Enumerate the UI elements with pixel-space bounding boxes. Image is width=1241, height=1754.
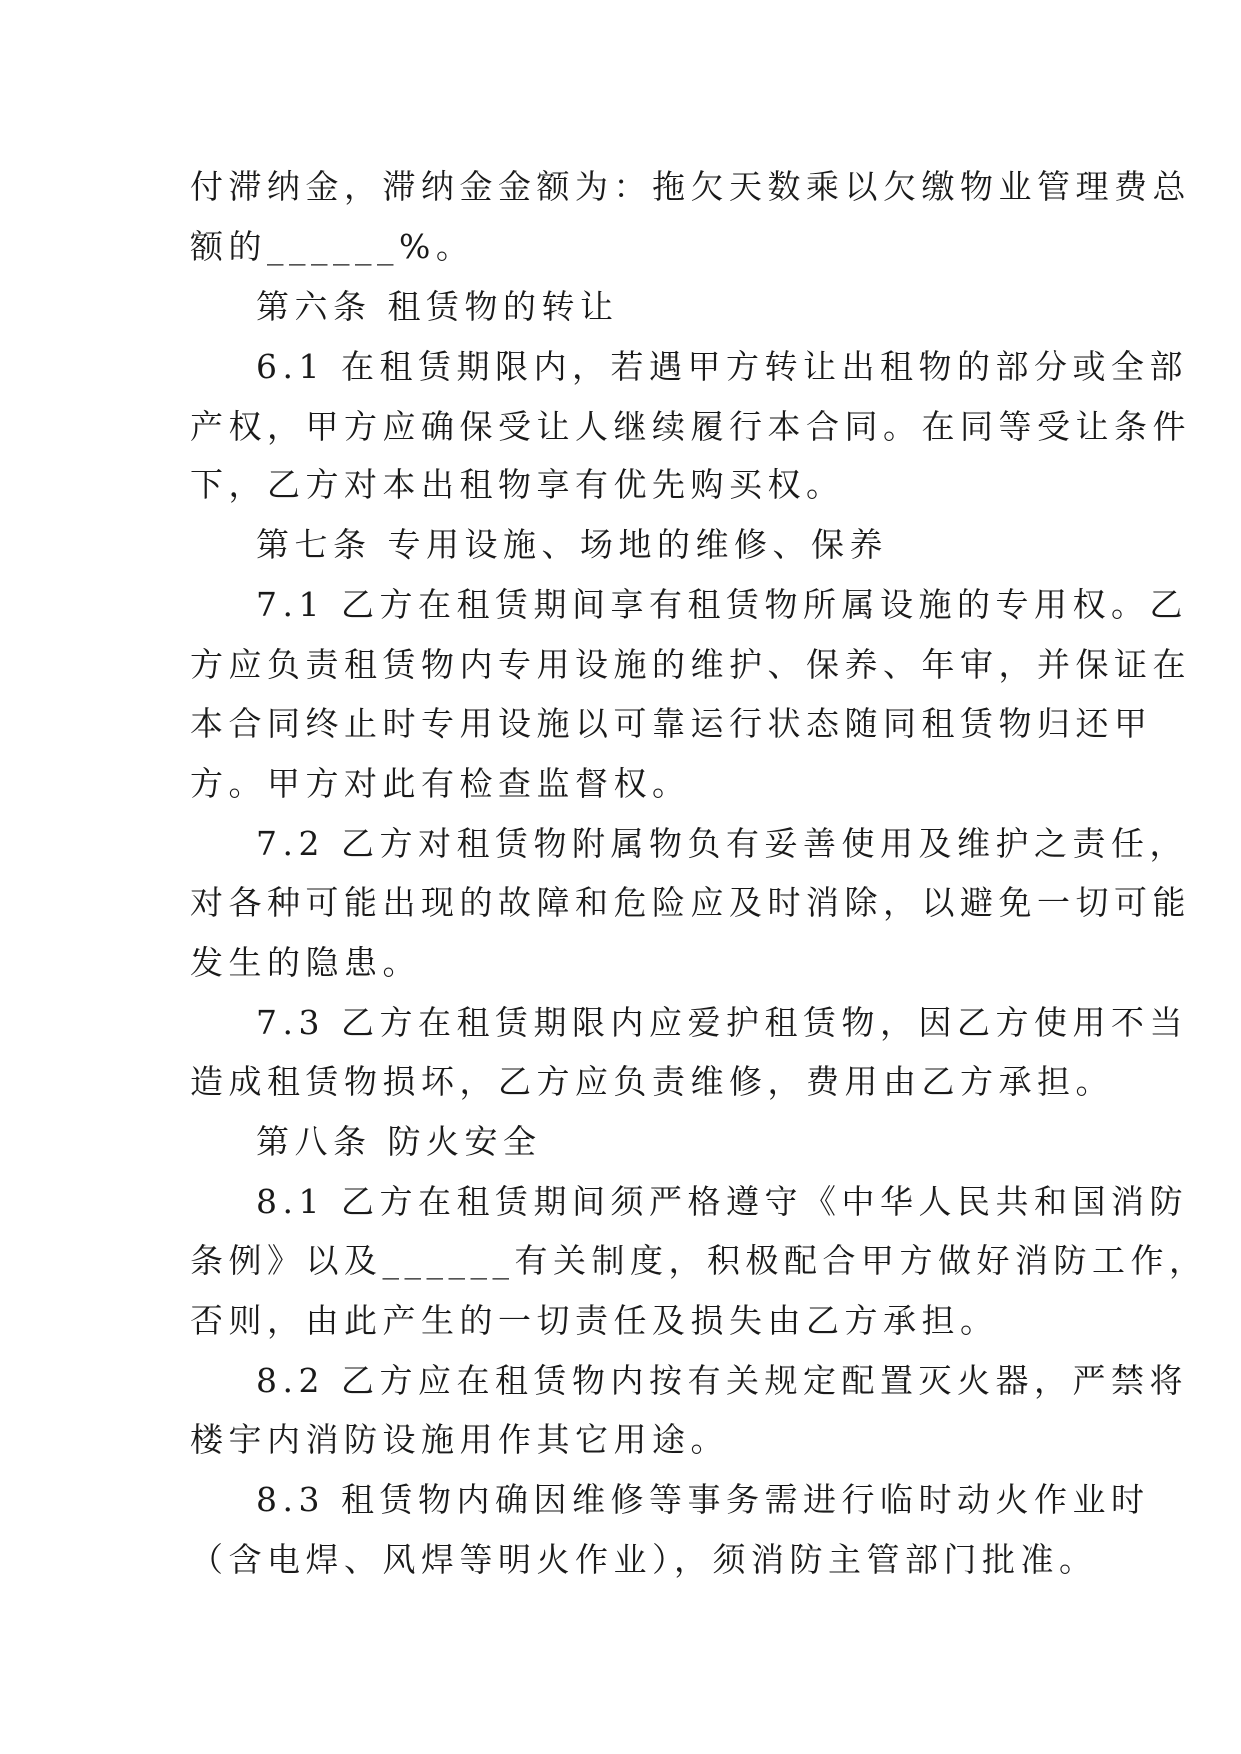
clause-7-2: 7.2 乙方对租赁物附属物负有妥善使用及维护之责任， (256, 824, 1188, 863)
clause-7-1: 7.1 乙方在租赁期间享有租赁物所属设施的专用权。乙 (256, 585, 1188, 624)
paragraph-line: 本合同终止时专用设施以可靠运行状态随同租赁物归还甲 (190, 704, 1153, 743)
paragraph-line: 额的______%。 (190, 227, 475, 266)
clause-8-1: 8.1 乙方在租赁期间须严格遵守《中华人民共和国消防 (256, 1182, 1188, 1221)
paragraph-line: （含电焊、风焊等明火作业），须消防主管部门批准。 (190, 1540, 1098, 1579)
paragraph-line: 方应负责租赁物内专用设施的维护、保养、年审，并保证在 (190, 645, 1191, 684)
paragraph-line: 条例》以及______有关制度，积极配合甲方做好消防工作， (190, 1241, 1208, 1280)
section-heading-7: 第七条 专用设施、场地的维修、保养 (256, 525, 888, 564)
section-heading-6: 第六条 租赁物的转让 (256, 287, 619, 326)
paragraph-line: 方。甲方对此有检查监督权。 (190, 764, 691, 803)
paragraph-line: 造成租赁物损坏，乙方应负责维修，费用由乙方承担。 (190, 1062, 1114, 1101)
paragraph-line: 产权，甲方应确保受让人继续履行本合同。在同等受让条件 (190, 407, 1191, 446)
paragraph-line: 对各种可能出现的故障和危险应及时消除，以避免一切可能 (190, 883, 1191, 922)
clause-8-2: 8.2 乙方应在租赁物内按有关规定配置灭火器，严禁将 (256, 1361, 1188, 1400)
paragraph-line: 楼宇内消防设施用作其它用途。 (190, 1420, 729, 1459)
section-heading-8: 第八条 防火安全 (256, 1122, 542, 1161)
paragraph-line: 付滞纳金，滞纳金金额为：拖欠天数乘以欠缴物业管理费总 (190, 167, 1191, 206)
clause-8-3: 8.3 租赁物内确因维修等事务需进行临时动火作业时 (256, 1480, 1150, 1519)
clause-7-3: 7.3 乙方在租赁期限内应爱护租赁物，因乙方使用不当 (256, 1003, 1188, 1042)
clause-6-1: 6.1 在租赁期限内，若遇甲方转让出租物的部分或全部 (256, 347, 1188, 386)
paragraph-line: 否则，由此产生的一切责任及损失由乙方承担。 (190, 1301, 999, 1340)
paragraph-line: 发生的隐患。 (190, 943, 421, 982)
paragraph-line: 下，乙方对本出租物享有优先购买权。 (190, 465, 845, 504)
